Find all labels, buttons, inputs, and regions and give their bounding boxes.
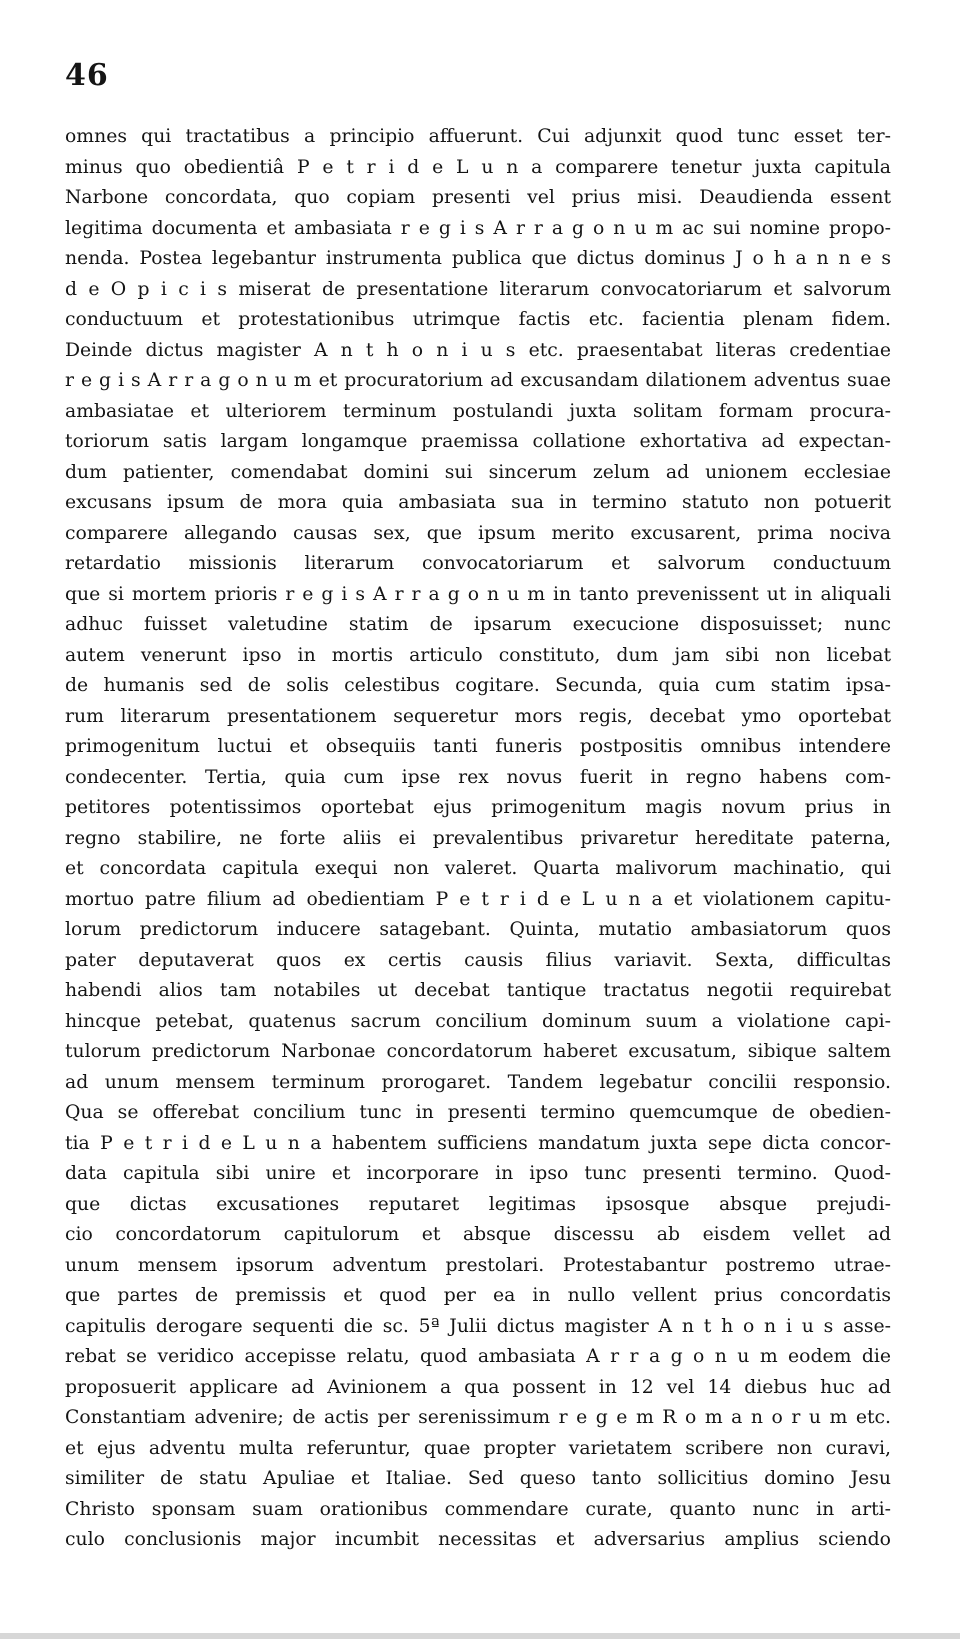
text-line: culo conclusionis major incumbit necessitas et adversarius amplius sciendo [65,1529,891,1550]
bottom-scan-edge [0,1633,960,1639]
text-line: autem venerunt ipso in mortis articulo constituto, dum jam sibi non licebat [65,644,891,666]
text-line: que si mortem prioris r e g i s A r r a g o n u m in tanto prevenissent ut in aliquali [65,583,891,605]
body-text [65,122,891,1556]
text-line: rum literarum presentationem sequeretur mors regis, decebat ymo oportebat [65,705,891,727]
text-line: Deinde dictus magister A n t h o n i u s etc. praesentabat literas credentiae [65,339,891,361]
text-line: tulorum predictorum Narbonae concordatorum haberet excusatum, sibique saltem [65,1041,891,1062]
text-line: et concordata capitula exequi non valeret. Quarta malivorum machinatio, qui [65,858,891,879]
text-line: toriorum satis largam longamque praemissa collatione exhortativa ad expectan- [65,431,891,452]
text-line: r e g i s A r r a g o n u m et procuratorium ad excusandam dilationem adventus suae [65,370,891,391]
text-line: data capitula sibi unire et incorporare in ipso tunc presenti termino. Quod- [65,1163,891,1184]
text-line: condecenter. Tertia, quia cum ipse rex novus fuerit in regno habens com- [65,766,891,788]
text-line: Constantiam advenire; de actis per serenissimum r e g e m R o m a n o r u m etc. [65,1407,891,1428]
text-line: adhuc fuisset valetudine statim de ipsarum execucione disposuisset; nunc [65,614,891,635]
text-line: retardatio missionis literarum convocatoriarum et salvorum conductuum [65,553,891,574]
text-line: regno stabilire, ne forte aliis ei prevalentibus privaretur hereditate paterna, [65,827,891,849]
text-line: conductuum et protestationibus utrimque factis etc. facientia plenam fidem. [65,309,891,330]
text-line: de humanis sed de solis celestibus cogitare. Secunda, quia cum statim ipsa- [65,675,891,696]
text-line: rebat se veridico accepisse relatu, quod ambasiata A r r a g o n u m eodem die [65,1346,891,1367]
text-line: comparere allegando causas sex, que ipsum merito excusarent, prima nociva [65,522,891,544]
text-line: que dictas excusationes reputaret legitimas ipsosque absque prejudi- [65,1193,891,1215]
text-line: legitima documenta et ambasiata r e g i s A r r a g o n u m ac sui nomine propo- [65,217,891,239]
text-line: Narbone concordata, quo copiam presenti vel prius misi. Deaudienda essent [65,187,891,208]
text-line: minus quo obedientiâ P e t r i d e L u n a comparere tenetur juxta capitula [65,156,891,178]
page-number: 46 [65,58,109,93]
text-line: Qua se offerebat concilium tunc in presenti termino quemcumque de obedien- [65,1102,891,1123]
text-line: cio concordatorum capitulorum et absque discessu ab eisdem vellet ad [65,1224,891,1245]
text-line: dum patienter, comendabat domini sui sincerum zelum ad unionem ecclesiae [65,461,891,483]
text-line: lorum predictorum inducere satagebant. Quinta, mutatio ambasiatorum quos [65,919,891,940]
text-line: et ejus adventu multa referuntur, quae propter varietatem scribere non curavi, [65,1437,891,1459]
text-line: habendi alios tam notabiles ut decebat tantique tractatus negotii requirebat [65,980,891,1001]
text-line: primogenitum luctui et obsequiis tanti funeris postpositis omnibus intendere [65,736,891,757]
text-line: hincque petebat, quatenus sacrum concilium dominum suum a violatione capi- [65,1010,891,1032]
text-line: capitulis derogare sequenti die sc. 5ª Julii dictus magister A n t h o n i u s asse- [65,1315,891,1337]
text-line: pater deputaverat quos ex certis causis filius variavit. Sexta, difficultas [65,949,891,971]
text-line: nenda. Postea legebantur instrumenta publica que dictus dominus J o h a n n e s [65,248,891,269]
text-line: excusans ipsum de mora quia ambasiata sua in termino statuto non potuerit [65,492,891,513]
text-line: proposuerit applicare ad Avinionem a qua possent in 12 vel 14 diebus huc ad [65,1376,891,1398]
text-line: unum mensem ipsorum adventum prestolari. Protestabantur postremo utrae- [65,1254,891,1276]
text-line: Christo sponsam suam orationibus commendare curate, quanto nunc in arti- [65,1498,891,1520]
text-line: similiter de statu Apuliae et Italiae. Sed queso tanto sollicitius domino Jesu [65,1468,891,1489]
text-line: petitores potentissimos oportebat ejus primogenitum magis novum prius in [65,797,891,818]
text-line: tia P e t r i d e L u n a habentem sufficiens mandatum juxta sepe dicta concor- [65,1132,891,1154]
text-line: d e O p i c i s miserat de presentatione literarum convocatoriarum et salvorum [65,278,891,300]
text-line: mortuo patre filium ad obedientiam P e t r i d e L u n a et violationem capitu- [65,888,891,910]
text-line: ambasiatae et ulteriorem terminum postulandi juxta solitam formam procura- [65,400,891,422]
text-line: ad unum mensem terminum prorogaret. Tandem legebatur concilii responsio. [65,1071,891,1093]
text-line: omnes qui tractatibus a principio affuerunt. Cui adjunxit quod tunc esset ter- [65,126,891,147]
text-line: que partes de premissis et quod per ea in nullo vellent prius concordatis [65,1285,891,1306]
